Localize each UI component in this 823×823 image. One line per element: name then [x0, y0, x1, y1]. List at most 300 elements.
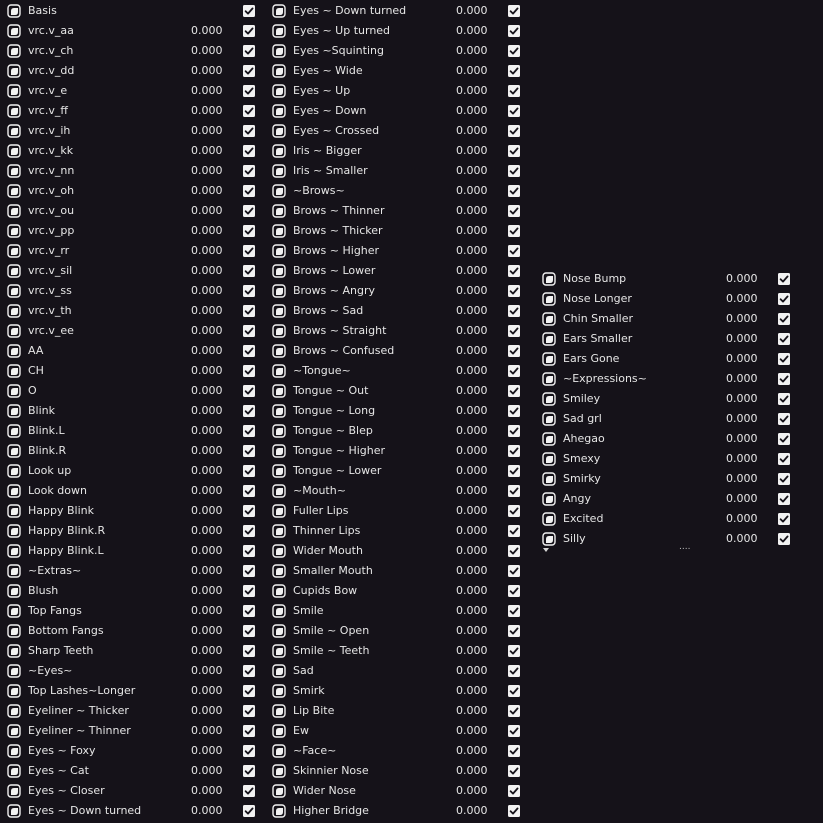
shape-key-row[interactable] — [0, 121, 265, 141]
shape-key-row[interactable] — [265, 261, 530, 281]
shape-key-value-field[interactable]: 0.000 — [726, 272, 758, 285]
shape-key-row[interactable] — [0, 221, 265, 241]
shape-key-row[interactable] — [265, 41, 530, 61]
checkbox-checked-icon[interactable] — [243, 445, 255, 457]
checkbox-checked-icon[interactable] — [243, 585, 255, 597]
shape-key-name[interactable]: Smile ~ Open — [293, 624, 370, 637]
shape-key-row[interactable] — [265, 281, 530, 301]
shape-key-name[interactable]: Brows ~ Higher — [293, 244, 380, 257]
shape-key-name[interactable]: Smexy — [563, 452, 601, 465]
shape-key-value-field[interactable]: 0.000 — [726, 512, 758, 525]
checkbox-checked-icon[interactable] — [508, 685, 520, 697]
checkbox-checked-icon[interactable] — [243, 5, 255, 17]
shape-key-name[interactable]: O — [28, 384, 37, 397]
shape-key-value-field[interactable]: 0.000 — [191, 604, 223, 617]
checkbox-checked-icon[interactable] — [243, 105, 255, 117]
shape-key-row[interactable] — [0, 441, 265, 461]
shape-key-value-field[interactable]: 0.000 — [191, 24, 223, 37]
shape-key-name[interactable]: Brows ~ Lower — [293, 264, 376, 277]
checkbox-checked-icon[interactable] — [778, 313, 790, 325]
shape-key-row[interactable] — [0, 601, 265, 621]
shape-key-value-field[interactable]: 0.000 — [191, 464, 223, 477]
shape-key-name[interactable]: vrc.v_dd — [28, 64, 75, 77]
shape-key-name[interactable]: Smile ~ Teeth — [293, 644, 370, 657]
checkbox-checked-icon[interactable] — [508, 365, 520, 377]
shape-key-value-field[interactable]: 0.000 — [191, 264, 223, 277]
shape-key-row[interactable] — [0, 361, 265, 381]
shape-key-name[interactable]: Happy Blink.R — [28, 524, 106, 537]
shape-key-row[interactable] — [265, 161, 530, 181]
shape-key-name[interactable]: Wider Nose — [293, 784, 356, 797]
shape-key-value-field[interactable]: 0.000 — [456, 404, 488, 417]
shape-key-value-field[interactable]: 0.000 — [191, 184, 223, 197]
shape-key-row[interactable] — [535, 449, 795, 469]
checkbox-checked-icon[interactable] — [508, 105, 520, 117]
shape-key-name[interactable]: Tongue ~ Blep — [293, 424, 373, 437]
checkbox-checked-icon[interactable] — [508, 265, 520, 277]
shape-key-row[interactable] — [535, 409, 795, 429]
shape-key-value-field[interactable]: 0.000 — [456, 284, 488, 297]
shape-key-name[interactable]: vrc.v_th — [28, 304, 72, 317]
shape-key-row[interactable] — [0, 1, 265, 21]
shape-key-name[interactable]: vrc.v_ou — [28, 204, 75, 217]
shape-key-value-field[interactable]: 0.000 — [456, 484, 488, 497]
shape-key-row[interactable] — [265, 801, 530, 821]
shape-key-value-field[interactable]: 0.000 — [456, 564, 488, 577]
shape-key-value-field[interactable]: 0.000 — [191, 704, 223, 717]
checkbox-checked-icon[interactable] — [243, 645, 255, 657]
checkbox-checked-icon[interactable] — [508, 745, 520, 757]
shape-key-name[interactable]: Eyeliner ~ Thicker — [28, 704, 129, 717]
shape-key-value-field[interactable]: 0.000 — [726, 432, 758, 445]
shape-key-name[interactable]: Brows ~ Angry — [293, 284, 376, 297]
shape-key-value-field[interactable]: 0.000 — [456, 344, 488, 357]
shape-key-value-field[interactable]: 0.000 — [726, 292, 758, 305]
shape-key-value-field[interactable]: 0.000 — [456, 184, 488, 197]
shape-key-row[interactable] — [265, 361, 530, 381]
checkbox-checked-icon[interactable] — [243, 765, 255, 777]
shape-key-row[interactable] — [265, 541, 530, 561]
shape-key-value-field[interactable]: 0.000 — [191, 584, 223, 597]
shape-key-name[interactable]: Sharp Teeth — [28, 644, 94, 657]
shape-key-row[interactable] — [265, 581, 530, 601]
checkbox-checked-icon[interactable] — [508, 325, 520, 337]
checkbox-checked-icon[interactable] — [243, 125, 255, 137]
shape-key-row[interactable] — [0, 741, 265, 761]
checkbox-checked-icon[interactable] — [243, 725, 255, 737]
checkbox-checked-icon[interactable] — [243, 385, 255, 397]
shape-key-row[interactable] — [265, 61, 530, 81]
shape-key-name[interactable]: Brows ~ Confused — [293, 344, 395, 357]
shape-key-name[interactable]: Look up — [28, 464, 72, 477]
shape-key-name[interactable]: vrc.v_nn — [28, 164, 75, 177]
checkbox-checked-icon[interactable] — [243, 165, 255, 177]
shape-key-value-field[interactable]: 0.000 — [456, 764, 488, 777]
checkbox-checked-icon[interactable] — [508, 545, 520, 557]
shape-key-row[interactable] — [265, 201, 530, 221]
shape-key-row[interactable] — [0, 101, 265, 121]
shape-key-row[interactable] — [265, 101, 530, 121]
checkbox-checked-icon[interactable] — [243, 45, 255, 57]
checkbox-checked-icon[interactable] — [243, 345, 255, 357]
shape-key-row[interactable] — [265, 601, 530, 621]
checkbox-checked-icon[interactable] — [508, 165, 520, 177]
shape-key-value-field[interactable]: 0.000 — [191, 544, 223, 557]
shape-key-row[interactable] — [265, 341, 530, 361]
shape-key-value-field[interactable]: 0.000 — [191, 784, 223, 797]
shape-key-row[interactable] — [265, 181, 530, 201]
checkbox-checked-icon[interactable] — [778, 293, 790, 305]
checkbox-checked-icon[interactable] — [243, 605, 255, 617]
shape-key-name[interactable]: Top Fangs — [28, 604, 82, 617]
shape-key-value-field[interactable]: 0.000 — [456, 324, 488, 337]
shape-key-row[interactable] — [0, 501, 265, 521]
checkbox-checked-icon[interactable] — [243, 185, 255, 197]
checkbox-checked-icon[interactable] — [508, 725, 520, 737]
shape-key-value-field[interactable]: 0.000 — [456, 424, 488, 437]
checkbox-checked-icon[interactable] — [778, 273, 790, 285]
shape-key-name[interactable]: Excited — [563, 512, 604, 525]
shape-key-row[interactable] — [0, 621, 265, 641]
checkbox-checked-icon[interactable] — [778, 493, 790, 505]
shape-key-row[interactable] — [265, 761, 530, 781]
checkbox-checked-icon[interactable] — [508, 65, 520, 77]
shape-key-name[interactable]: Tongue ~ Out — [293, 384, 369, 397]
shape-key-row[interactable] — [535, 389, 795, 409]
shape-key-value-field[interactable]: 0.000 — [191, 744, 223, 757]
shape-key-name[interactable]: Thinner Lips — [293, 524, 361, 537]
shape-key-name[interactable]: ~Face~ — [293, 744, 337, 757]
shape-key-row[interactable] — [265, 461, 530, 481]
checkbox-checked-icon[interactable] — [243, 365, 255, 377]
shape-key-row[interactable] — [0, 581, 265, 601]
shape-key-name[interactable]: Blink.R — [28, 444, 67, 457]
checkbox-checked-icon[interactable] — [508, 45, 520, 57]
shape-key-row[interactable] — [265, 301, 530, 321]
chevron-down-icon[interactable] — [543, 548, 549, 552]
shape-key-row[interactable] — [265, 321, 530, 341]
shape-key-value-field[interactable]: 0.000 — [191, 284, 223, 297]
shape-key-value-field[interactable]: 0.000 — [726, 452, 758, 465]
shape-key-row[interactable] — [265, 561, 530, 581]
shape-key-name[interactable]: Eyes ~ Wide — [293, 64, 363, 77]
checkbox-checked-icon[interactable] — [508, 525, 520, 537]
shape-key-name[interactable]: Wider Mouth — [293, 544, 363, 557]
shape-key-value-field[interactable]: 0.000 — [191, 244, 223, 257]
shape-key-name[interactable]: Fuller Lips — [293, 504, 349, 517]
shape-key-row[interactable] — [0, 661, 265, 681]
grip-dots-icon[interactable]: .... — [679, 542, 691, 552]
shape-key-name[interactable]: Eyes ~ Cat — [28, 764, 89, 777]
shape-key-name[interactable]: Eyes ~Squinting — [293, 44, 384, 57]
shape-key-name[interactable]: Sad — [293, 664, 314, 677]
shape-key-name[interactable]: Smiley — [563, 392, 601, 405]
checkbox-checked-icon[interactable] — [778, 353, 790, 365]
checkbox-checked-icon[interactable] — [508, 345, 520, 357]
shape-key-row[interactable] — [0, 701, 265, 721]
checkbox-checked-icon[interactable] — [778, 373, 790, 385]
shape-key-value-field[interactable]: 0.000 — [191, 84, 223, 97]
shape-key-value-field[interactable]: 0.000 — [456, 804, 488, 817]
checkbox-checked-icon[interactable] — [508, 665, 520, 677]
checkbox-checked-icon[interactable] — [508, 445, 520, 457]
shape-key-name[interactable]: vrc.v_kk — [28, 144, 74, 157]
checkbox-checked-icon[interactable] — [243, 265, 255, 277]
shape-key-row[interactable] — [0, 781, 265, 801]
checkbox-checked-icon[interactable] — [508, 245, 520, 257]
shape-key-value-field[interactable]: 0.000 — [456, 104, 488, 117]
shape-key-value-field[interactable]: 0.000 — [191, 164, 223, 177]
checkbox-checked-icon[interactable] — [508, 5, 520, 17]
shape-key-row[interactable] — [265, 721, 530, 741]
shape-key-value-field[interactable]: 0.000 — [456, 524, 488, 537]
shape-key-value-field[interactable]: 0.000 — [456, 24, 488, 37]
shape-key-row[interactable] — [535, 309, 795, 329]
shape-key-value-field[interactable]: 0.000 — [456, 544, 488, 557]
shape-key-value-field[interactable]: 0.000 — [456, 704, 488, 717]
shape-key-name[interactable]: Eyes ~ Down turned — [293, 4, 407, 17]
checkbox-checked-icon[interactable] — [508, 625, 520, 637]
shape-key-value-field[interactable]: 0.000 — [456, 164, 488, 177]
checkbox-checked-icon[interactable] — [243, 405, 255, 417]
shape-key-row[interactable] — [0, 521, 265, 541]
shape-key-name[interactable]: Lip Bite — [293, 704, 335, 717]
checkbox-checked-icon[interactable] — [508, 485, 520, 497]
shape-key-row[interactable] — [535, 329, 795, 349]
shape-key-value-field[interactable]: 0.000 — [191, 484, 223, 497]
shape-key-row[interactable] — [0, 421, 265, 441]
shape-key-value-field[interactable]: 0.000 — [456, 4, 488, 17]
shape-key-value-field[interactable]: 0.000 — [456, 144, 488, 157]
shape-key-value-field[interactable]: 0.000 — [191, 624, 223, 637]
checkbox-checked-icon[interactable] — [243, 745, 255, 757]
checkbox-checked-icon[interactable] — [778, 393, 790, 405]
shape-key-value-field[interactable]: 0.000 — [726, 472, 758, 485]
checkbox-checked-icon[interactable] — [508, 805, 520, 817]
shape-key-value-field[interactable]: 0.000 — [191, 684, 223, 697]
shape-key-value-field[interactable]: 0.000 — [191, 424, 223, 437]
shape-key-row[interactable] — [0, 761, 265, 781]
shape-key-name[interactable]: Angy — [563, 492, 591, 505]
shape-key-value-field[interactable]: 0.000 — [191, 404, 223, 417]
checkbox-checked-icon[interactable] — [243, 525, 255, 537]
shape-key-name[interactable]: Ears Gone — [563, 352, 620, 365]
shape-key-row[interactable] — [265, 401, 530, 421]
checkbox-checked-icon[interactable] — [508, 605, 520, 617]
shape-key-row[interactable] — [0, 261, 265, 281]
checkbox-checked-icon[interactable] — [243, 685, 255, 697]
shape-key-value-field[interactable]: 0.000 — [456, 124, 488, 137]
shape-key-row[interactable] — [0, 161, 265, 181]
shape-key-row[interactable] — [535, 429, 795, 449]
shape-key-name[interactable]: Ahegao — [563, 432, 605, 445]
shape-key-name[interactable]: ~Expressions~ — [563, 372, 647, 385]
shape-key-name[interactable]: Ears Smaller — [563, 332, 633, 345]
shape-key-name[interactable]: vrc.v_pp — [28, 224, 75, 237]
shape-key-value-field[interactable]: 0.000 — [726, 352, 758, 365]
shape-key-name[interactable]: AA — [28, 344, 44, 357]
checkbox-checked-icon[interactable] — [508, 85, 520, 97]
shape-key-name[interactable]: Eyes ~ Crossed — [293, 124, 380, 137]
shape-key-name[interactable]: Nose Longer — [563, 292, 632, 305]
shape-key-value-field[interactable]: 0.000 — [456, 244, 488, 257]
shape-key-row[interactable] — [265, 381, 530, 401]
shape-key-row[interactable] — [0, 561, 265, 581]
shape-key-row[interactable] — [265, 741, 530, 761]
checkbox-checked-icon[interactable] — [243, 305, 255, 317]
checkbox-checked-icon[interactable] — [508, 465, 520, 477]
shape-key-name[interactable]: Brows ~ Straight — [293, 324, 387, 337]
shape-key-value-field[interactable]: 0.000 — [191, 224, 223, 237]
shape-key-row[interactable] — [0, 181, 265, 201]
shape-key-name[interactable]: Look down — [28, 484, 87, 497]
shape-key-value-field[interactable]: 0.000 — [191, 524, 223, 537]
shape-key-value-field[interactable]: 0.000 — [456, 784, 488, 797]
checkbox-checked-icon[interactable] — [778, 413, 790, 425]
shape-key-row[interactable] — [0, 321, 265, 341]
shape-key-value-field[interactable]: 0.000 — [456, 584, 488, 597]
checkbox-checked-icon[interactable] — [508, 645, 520, 657]
shape-key-value-field[interactable]: 0.000 — [456, 624, 488, 637]
shape-key-value-field[interactable]: 0.000 — [191, 504, 223, 517]
checkbox-checked-icon[interactable] — [508, 25, 520, 37]
shape-key-name[interactable]: Bottom Fangs — [28, 624, 104, 637]
shape-key-value-field[interactable]: 0.000 — [456, 84, 488, 97]
checkbox-checked-icon[interactable] — [243, 785, 255, 797]
shape-key-row[interactable] — [0, 201, 265, 221]
shape-key-name[interactable]: Tongue ~ Long — [293, 404, 376, 417]
shape-key-name[interactable]: Cupids Bow — [293, 584, 358, 597]
shape-key-name[interactable]: ~Extras~ — [28, 564, 82, 577]
shape-key-name[interactable]: ~Brows~ — [293, 184, 345, 197]
checkbox-checked-icon[interactable] — [508, 425, 520, 437]
shape-key-value-field[interactable]: 0.000 — [191, 144, 223, 157]
shape-key-value-field[interactable]: 0.000 — [191, 324, 223, 337]
checkbox-checked-icon[interactable] — [243, 85, 255, 97]
checkbox-checked-icon[interactable] — [508, 185, 520, 197]
shape-key-value-field[interactable]: 0.000 — [456, 364, 488, 377]
shape-key-row[interactable] — [265, 141, 530, 161]
shape-key-name[interactable]: vrc.v_e — [28, 84, 68, 97]
shape-key-name[interactable]: Eyes ~ Up — [293, 84, 351, 97]
shape-key-row[interactable] — [0, 801, 265, 821]
checkbox-checked-icon[interactable] — [243, 485, 255, 497]
shape-key-value-field[interactable]: 0.000 — [726, 372, 758, 385]
shape-key-row[interactable] — [0, 401, 265, 421]
shape-key-value-field[interactable]: 0.000 — [456, 664, 488, 677]
shape-key-row[interactable] — [265, 661, 530, 681]
shape-key-name[interactable]: Iris ~ Bigger — [293, 144, 362, 157]
shape-key-name[interactable]: vrc.v_sil — [28, 264, 73, 277]
shape-key-value-field[interactable]: 0.000 — [191, 344, 223, 357]
shape-key-name[interactable]: Blink — [28, 404, 56, 417]
shape-key-value-field[interactable]: 0.000 — [191, 304, 223, 317]
checkbox-checked-icon[interactable] — [243, 145, 255, 157]
shape-key-value-field[interactable]: 0.000 — [456, 724, 488, 737]
shape-key-name[interactable]: Eyes ~ Up turned — [293, 24, 391, 37]
shape-key-row[interactable] — [0, 81, 265, 101]
checkbox-checked-icon[interactable] — [508, 585, 520, 597]
shape-key-row[interactable] — [0, 461, 265, 481]
shape-key-name[interactable]: Brows ~ Thicker — [293, 224, 383, 237]
shape-key-name[interactable]: vrc.v_ss — [28, 284, 72, 297]
checkbox-checked-icon[interactable] — [508, 385, 520, 397]
shape-key-row[interactable] — [0, 681, 265, 701]
shape-key-row[interactable] — [0, 61, 265, 81]
shape-key-name[interactable]: Iris ~ Smaller — [293, 164, 368, 177]
shape-key-row[interactable] — [265, 21, 530, 41]
checkbox-checked-icon[interactable] — [243, 225, 255, 237]
shape-key-value-field[interactable]: 0.000 — [456, 204, 488, 217]
shape-key-row[interactable] — [265, 501, 530, 521]
shape-key-row[interactable] — [265, 781, 530, 801]
shape-key-value-field[interactable]: 0.000 — [191, 384, 223, 397]
shape-key-name[interactable]: Skinnier Nose — [293, 764, 369, 777]
shape-key-value-field[interactable]: 0.000 — [726, 532, 758, 545]
checkbox-checked-icon[interactable] — [243, 505, 255, 517]
shape-key-row[interactable] — [265, 121, 530, 141]
checkbox-checked-icon[interactable] — [243, 625, 255, 637]
shape-key-name[interactable]: Smile — [293, 604, 324, 617]
shape-key-name[interactable]: ~Eyes~ — [28, 664, 73, 677]
checkbox-checked-icon[interactable] — [243, 705, 255, 717]
shape-key-row[interactable] — [0, 341, 265, 361]
checkbox-checked-icon[interactable] — [508, 145, 520, 157]
shape-key-name[interactable]: Happy Blink — [28, 504, 94, 517]
checkbox-checked-icon[interactable] — [508, 765, 520, 777]
shape-key-value-field[interactable]: 0.000 — [456, 744, 488, 757]
shape-key-name[interactable]: Eyeliner ~ Thinner — [28, 724, 131, 737]
shape-key-value-field[interactable]: 0.000 — [726, 332, 758, 345]
shape-key-row[interactable] — [265, 481, 530, 501]
shape-key-value-field[interactable]: 0.000 — [726, 392, 758, 405]
shape-key-row[interactable] — [265, 421, 530, 441]
shape-key-name[interactable]: Silly — [563, 532, 586, 545]
shape-key-row[interactable] — [265, 521, 530, 541]
shape-key-value-field[interactable]: 0.000 — [456, 444, 488, 457]
shape-key-name[interactable]: vrc.v_rr — [28, 244, 70, 257]
shape-key-value-field[interactable]: 0.000 — [191, 564, 223, 577]
shape-key-name[interactable]: Nose Bump — [563, 272, 627, 285]
shape-key-value-field[interactable]: 0.000 — [191, 644, 223, 657]
shape-key-row[interactable] — [0, 21, 265, 41]
shape-key-name[interactable]: vrc.v_oh — [28, 184, 75, 197]
shape-key-row[interactable] — [535, 529, 795, 549]
checkbox-checked-icon[interactable] — [778, 533, 790, 545]
shape-key-name[interactable]: Brows ~ Thinner — [293, 204, 385, 217]
shape-key-value-field[interactable]: 0.000 — [456, 64, 488, 77]
shape-key-name[interactable]: ~Mouth~ — [293, 484, 346, 497]
shape-key-name[interactable]: Smaller Mouth — [293, 564, 373, 577]
shape-key-row[interactable] — [535, 469, 795, 489]
shape-key-name[interactable]: ~Tongue~ — [293, 364, 351, 377]
checkbox-checked-icon[interactable] — [508, 565, 520, 577]
shape-key-name[interactable]: Basis — [28, 4, 57, 17]
checkbox-checked-icon[interactable] — [778, 333, 790, 345]
shape-key-value-field[interactable]: 0.000 — [456, 384, 488, 397]
checkbox-checked-icon[interactable] — [243, 245, 255, 257]
shape-key-value-field[interactable]: 0.000 — [191, 204, 223, 217]
shape-key-row[interactable] — [265, 681, 530, 701]
checkbox-checked-icon[interactable] — [508, 125, 520, 137]
shape-key-name[interactable]: vrc.v_aa — [28, 24, 74, 37]
shape-key-name[interactable]: Eyes ~ Closer — [28, 784, 105, 797]
shape-key-name[interactable]: Blush — [28, 584, 59, 597]
checkbox-checked-icon[interactable] — [508, 225, 520, 237]
shape-key-value-field[interactable]: 0.000 — [191, 104, 223, 117]
shape-key-row[interactable] — [265, 441, 530, 461]
shape-key-value-field[interactable]: 0.000 — [456, 684, 488, 697]
